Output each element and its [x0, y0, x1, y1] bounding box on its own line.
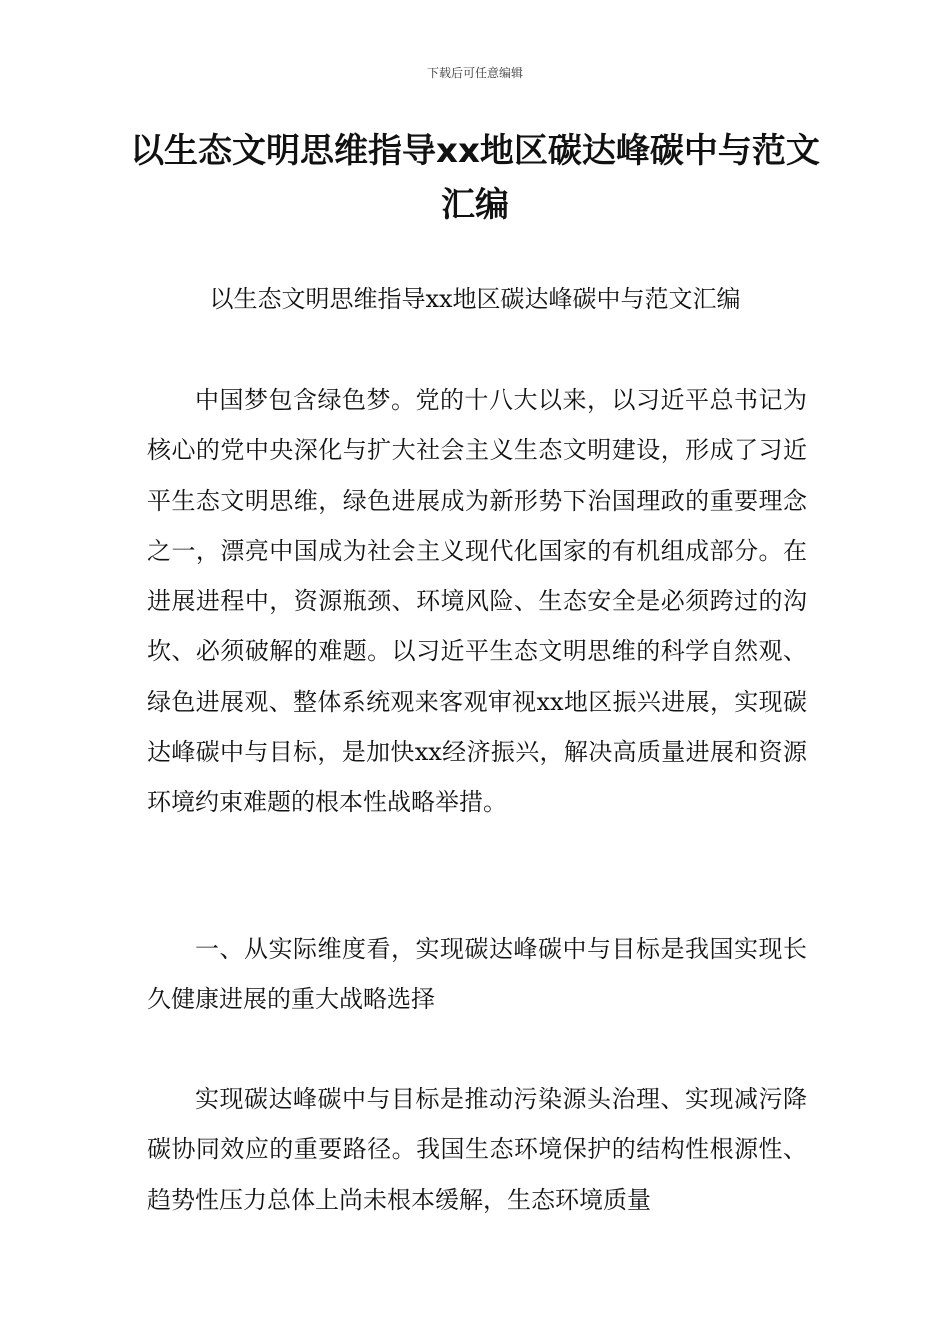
section-heading-one: 一、从实际维度看，实现碳达峰碳中与目标是我国实现长久健康进展的重大战略选择 [147, 935, 807, 1014]
document-subtitle: 以生态文明思维指导xx地区碳达峰碳中与范文汇编 [209, 285, 741, 313]
document-title: 以生态文明思维指导xx地区碳达峰碳中与范文汇编 [130, 131, 820, 225]
paragraph-section-one: 实现碳达峰碳中与目标是推动污染源头治理、实现减污降碳协同效应的重要路径。我国生态环境保护的结构性根源性、趋势性压力总体上尚未根本缓解，生态环境质量 [147, 1085, 807, 1214]
header-note: 下载后可任意编辑 [426, 66, 523, 80]
paragraph-intro: 中国梦包含绿色梦。党的十八大以来，以习近平总书记为核心的党中央深化与扩大社会主义生态文明建设，形成了习近平生态文明思维，绿色进展成为新形势下治国理政的重要理念之一，漂亮中国成为社会主义现代化国家的有机组成部分。在进展进程中，资源瓶颈、环境风险、生态安全是必须跨过的沟坎、必须破解的难题。以习近平生态文明思维的科学自然观、绿色进展观、整体系统观来客观审视xx地区振兴进展，实现碳达峰碳中与目标，是加快xx经济振兴，解决高质量进展和资源环境约束难题的根本性战略举措。 [147, 386, 807, 817]
